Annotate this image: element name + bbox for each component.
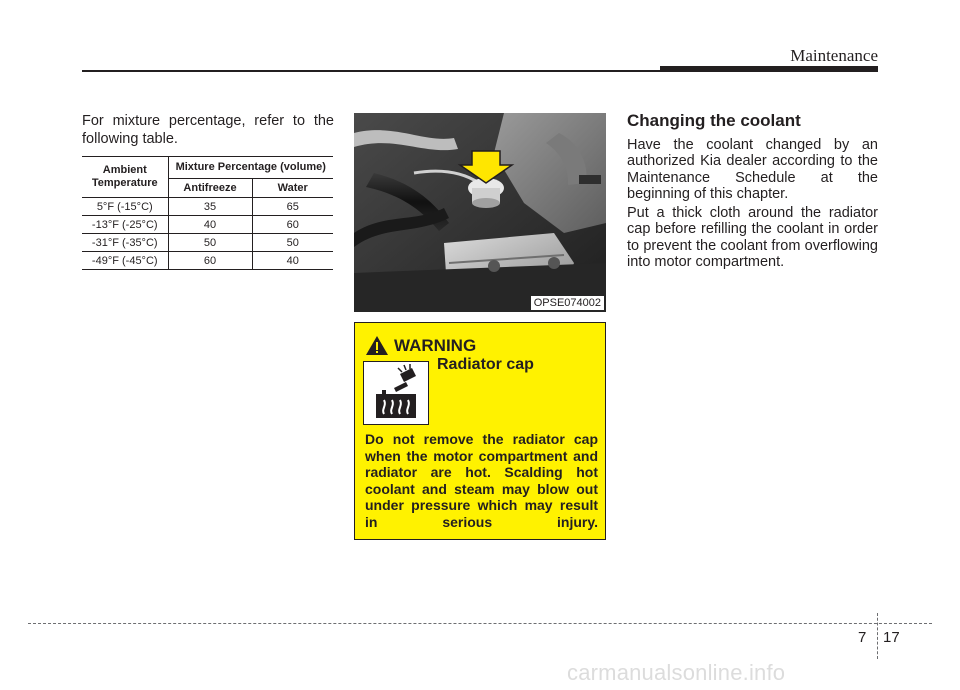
table-row — [82, 252, 333, 270]
hot-radiator-cap-icon — [363, 361, 429, 425]
engine-bay-illustration — [354, 113, 606, 312]
chapter-number: 7 — [858, 629, 867, 646]
cell-water: 60 — [252, 216, 333, 234]
warning-box — [354, 322, 606, 540]
warning-subtitle: Radiator cap — [437, 356, 534, 373]
cell-water: 50 — [252, 234, 333, 252]
header-antifreeze: Antifreeze — [168, 179, 252, 198]
warning-text: Do not remove the radiator cap when the motor compartment and radiator are hot. Scalding hot coolant and steam may blow out under pressure which may result in serious injury. — [365, 431, 598, 530]
cell-antifreeze: 60 — [168, 252, 252, 270]
cell-water: 65 — [252, 198, 333, 216]
cell-antifreeze: 50 — [168, 234, 252, 252]
header-water: Water — [252, 179, 333, 198]
table-row — [82, 198, 333, 216]
engine-coolant-reservoir-photo — [354, 113, 606, 312]
header-mixture-percentage: Mixture Percentage (volume) — [168, 157, 333, 179]
section-heading-changing-coolant: Changing the coolant — [627, 111, 801, 130]
warning-title-row — [365, 335, 476, 356]
radiator-steam-icon — [364, 362, 428, 424]
running-header-title: Maintenance — [790, 46, 878, 65]
cell-antifreeze: 40 — [168, 216, 252, 234]
figure-code: OPSE074002 — [531, 296, 604, 310]
header-rule-thick — [660, 66, 878, 72]
coolant-mixture-table — [82, 156, 333, 270]
footer-dashed-rule — [28, 623, 932, 624]
watermark-text: carmanualsonline.info — [567, 660, 786, 685]
page-number: 17 — [883, 629, 900, 646]
cell-antifreeze: 35 — [168, 198, 252, 216]
cell-temperature: -49°F (-45°C) — [82, 252, 168, 270]
cell-temperature: -31°F (-35°C) — [82, 234, 168, 252]
header-ambient-temperature: Ambient Temperature — [82, 157, 168, 198]
paragraph-thick-cloth: Put a thick cloth around the radiator cap before refilling the coolant in order to prevent the coolant from overflowing into motor compartment. — [627, 205, 878, 270]
table-row — [82, 234, 333, 252]
footer-vertical-dashed-rule — [877, 613, 878, 659]
header-rule-thin — [82, 70, 662, 72]
cell-water: 40 — [252, 252, 333, 270]
warning-triangle-icon — [365, 335, 389, 356]
cell-temperature: -13°F (-25°C) — [82, 216, 168, 234]
paragraph-coolant-change: Have the coolant changed by an authorized Kia dealer according to the Maintenance Schedule at the beginning of this chapter. — [627, 137, 878, 202]
intro-text: For mixture percentage, refer to the following table. — [82, 113, 334, 147]
cell-temperature: 5°F (-15°C) — [82, 198, 168, 216]
table-row — [82, 216, 333, 234]
warning-title: WARNING — [394, 335, 477, 355]
